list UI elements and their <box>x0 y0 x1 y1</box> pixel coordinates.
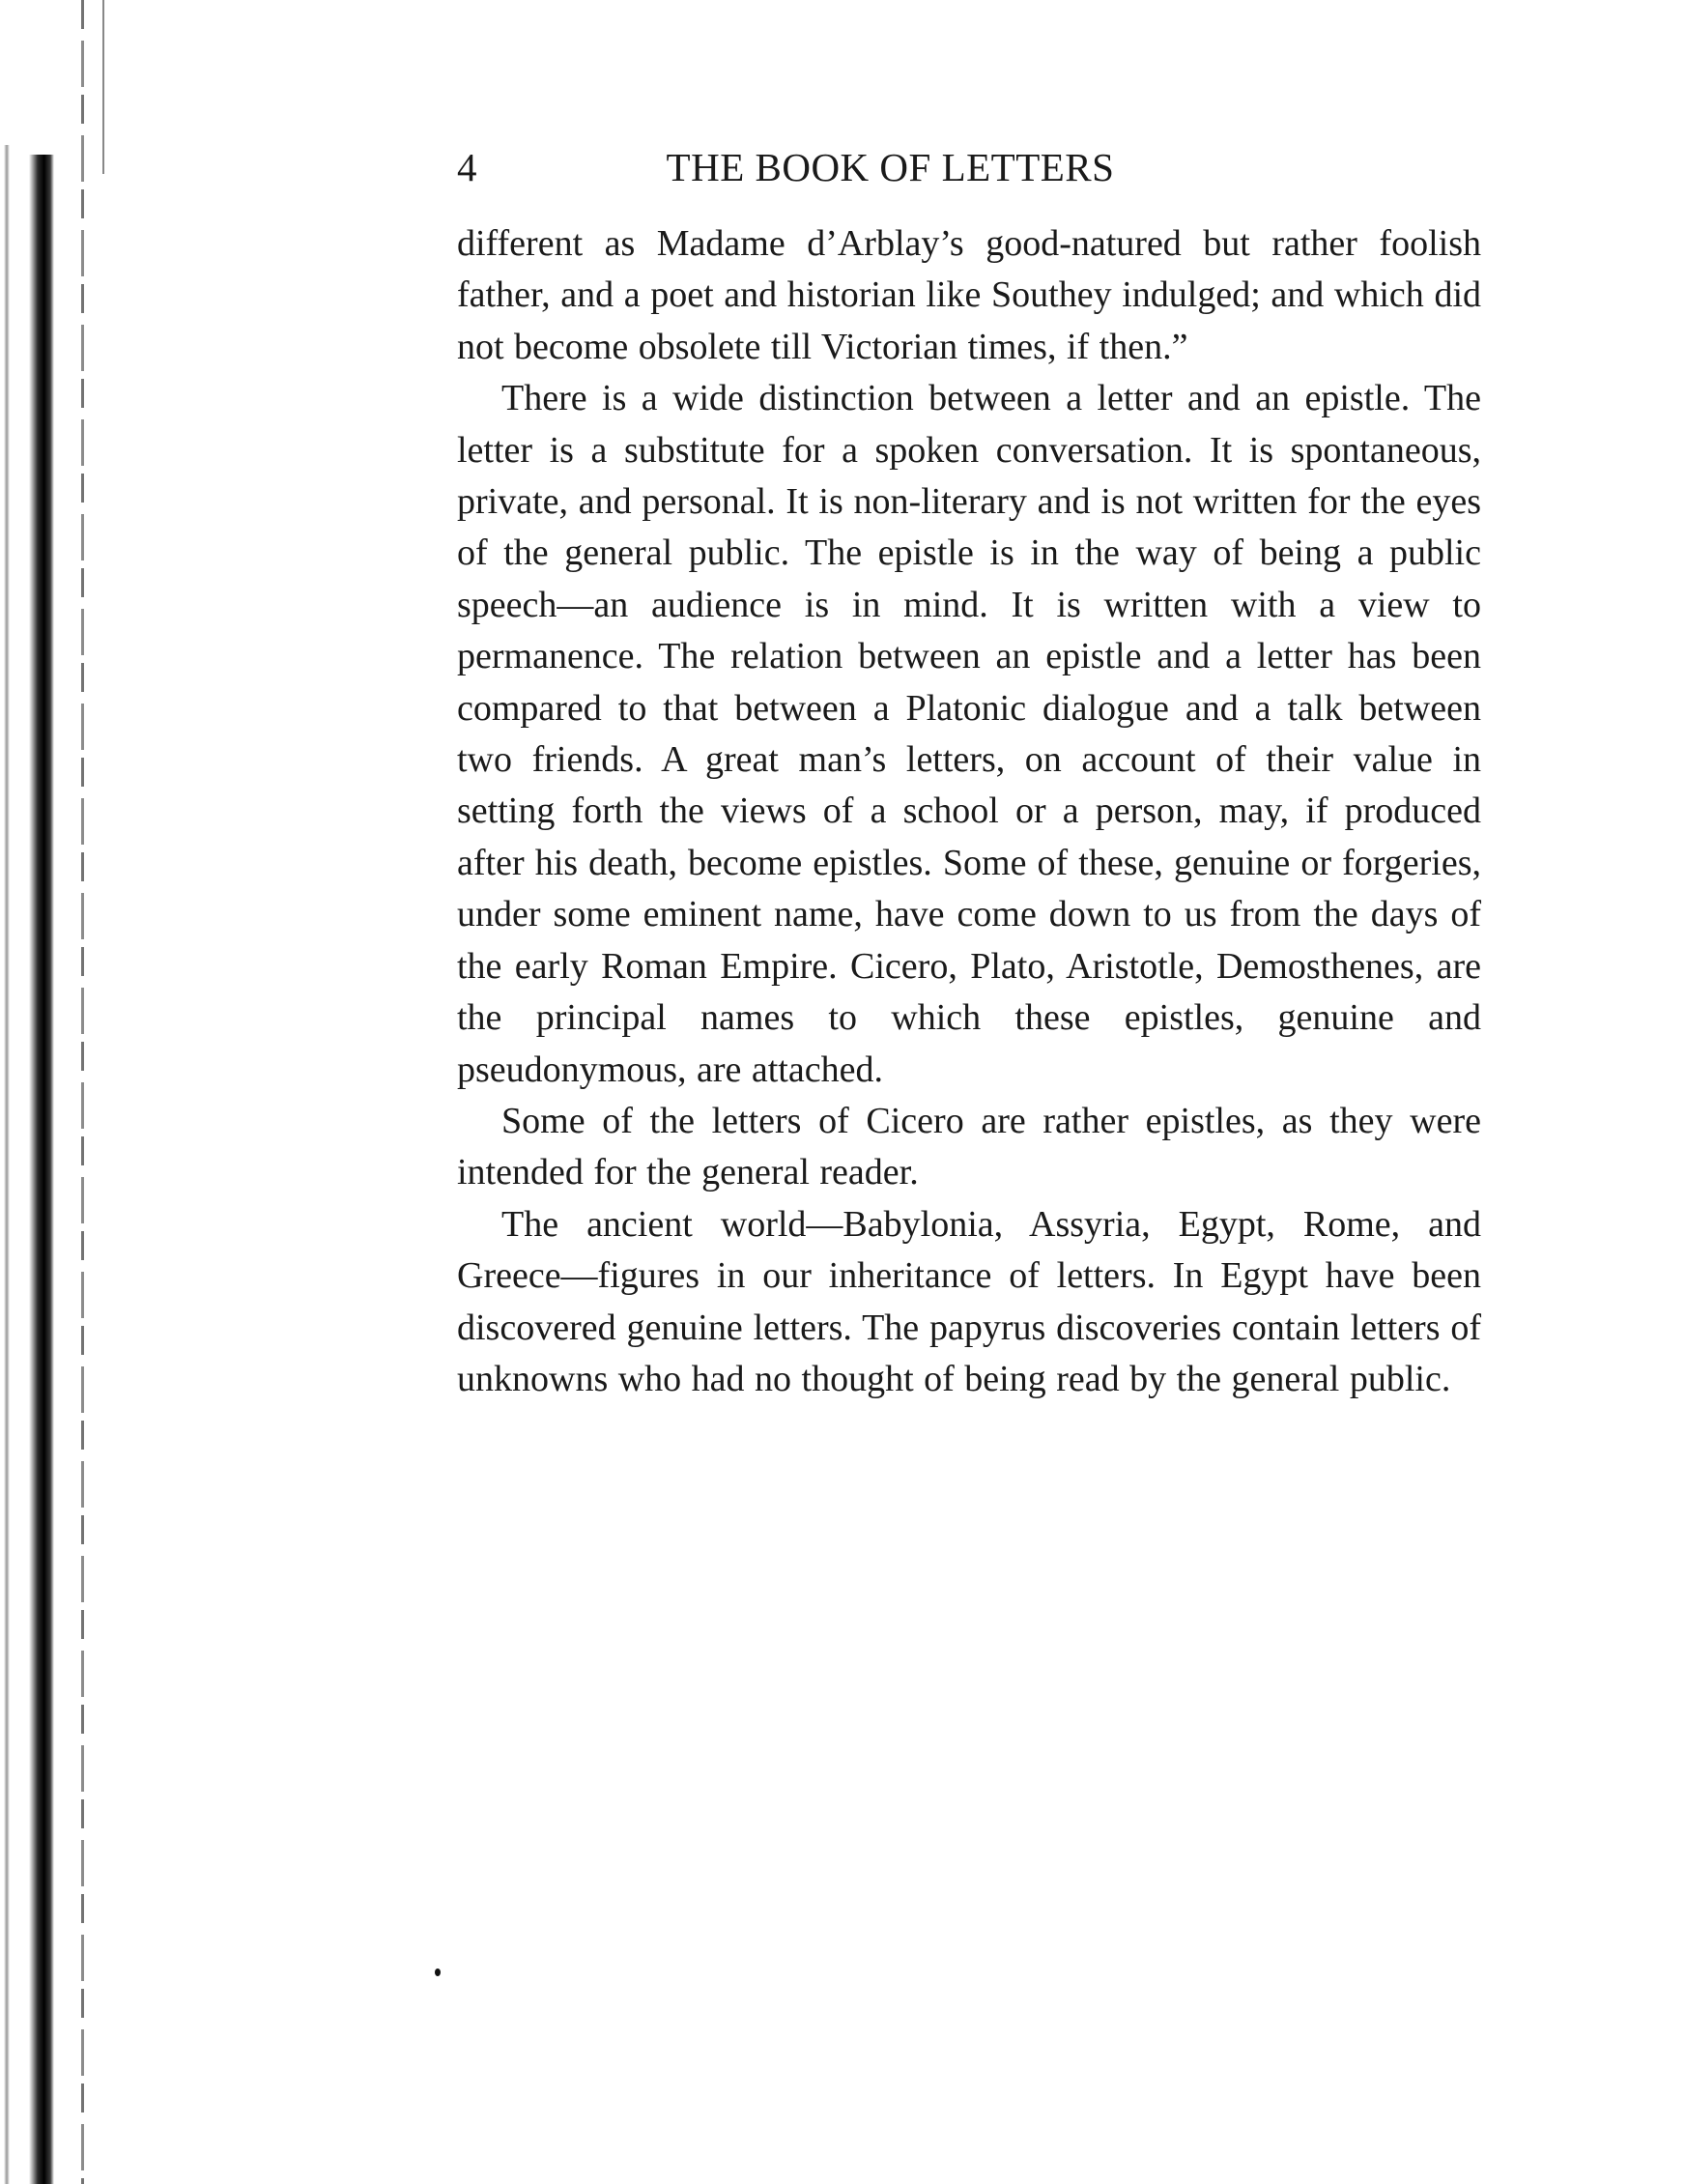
binding-edge-dashed <box>81 0 84 2184</box>
paragraph-1: different as Madame d’Arblay’s good-natured but rather foolish father, and a poet and historian like Southey indulged; and which did not become obsolete till Victorian times, if then.” <box>457 223 1481 367</box>
page-header <box>457 143 1266 191</box>
binding-edge-light <box>4 145 10 2184</box>
page-number: 4 <box>457 145 477 189</box>
binding-edge-dark <box>29 155 54 2184</box>
paragraph-2: There is a wide distinction between a letter and an epistle. The letter is a substitute for a spoken conversation. It is spontaneous, private, and personal. It is non-literary and is not written for the eyes of the general public. The epistle is in the way of being a public speech—an audience is in mind. It is written with a view to permanence. The relation between an epistle and a letter has been compared to that between a Platonic dialogue and a talk between two friends. A great man’s letters, on account of their value in setting forth the views of a school or a person, may, if produced after his death, become epistles. Some of these, genuine or forgeries, under some eminent name, have come down to us from the days of the early Roman Empire. Cicero, Plato, Aristotle, Demosthenes, are the principal names to which these epistles, genuine and pseudonymous, are attached. <box>457 378 1481 1090</box>
paragraph-3: Some of the letters of Cicero are rather epistles, as they were intended for the general reader. <box>457 1100 1481 1193</box>
body-text <box>457 218 1481 1405</box>
binding-edge-mark <box>102 0 104 174</box>
paragraph-4: The ancient world—Babylonia, Assyria, Egypt, Rome, and Greece—figures in our inheritance of letters. In Egypt have been discovered genuine letters. The papyrus discoveries contain letters of unknowns who had no thought of being read by the general public. <box>457 1203 1481 1399</box>
book-binding-shadow <box>0 0 106 2184</box>
ink-speck <box>435 1968 441 1976</box>
running-head: THE BOOK OF LETTERS <box>666 145 1115 189</box>
